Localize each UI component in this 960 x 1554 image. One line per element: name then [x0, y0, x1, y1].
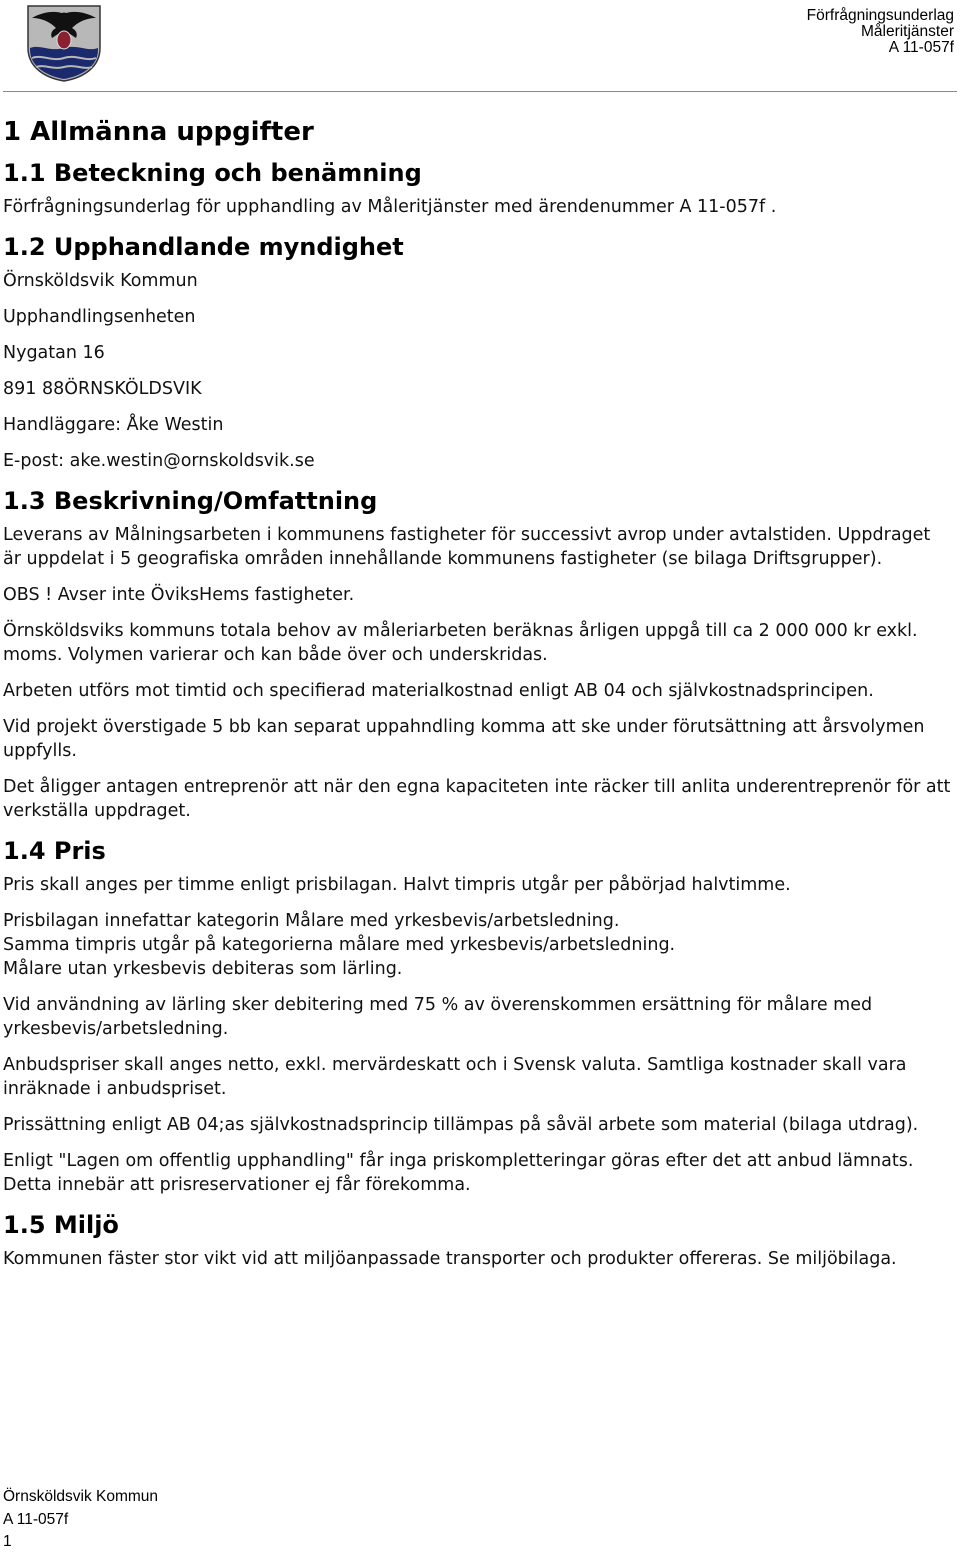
paragraph-scope-subcontractor: Det åligger antagen entreprenör att när den egna kapaciteten inte räcker till anlita underentreprenör för att verkställa uppdraget. — [3, 777, 951, 821]
paragraph-price-cost-principle: Prissättning enligt AB 04;as självkostnadsprincip tillämpas på såväl arbete som material (bilaga utdrag). — [3, 1115, 919, 1135]
footer-page-number: 1 — [3, 1533, 12, 1550]
municipal-coat-of-arms-icon — [26, 4, 102, 82]
paragraph-designation: Förfrågningsunderlag för upphandling av Måleritjänster med ärendenummer A 11-057f . — [3, 197, 777, 217]
paragraph-price-apprentice-rate: Vid användning av lärling sker debitering med 75 % av överenskommen ersättning för målare med yrkesbevis/arbetsledning. — [3, 995, 873, 1039]
header-doc-type: Förfrågningsunderlag — [806, 7, 954, 24]
paragraph-price-category: Prisbilagan innefattar kategorin Målare med yrkesbevis/arbetsledning. — [3, 911, 620, 931]
section-heading-1: 1 Allmänna uppgifter — [3, 117, 314, 147]
header-service: Måleritjänster — [860, 23, 954, 40]
authority-name: Örnsköldsvik Kommun — [3, 271, 198, 291]
paragraph-price-apprentice-rule: Målare utan yrkesbevis debiteras som lärling. — [3, 959, 403, 979]
paragraph-scope-volume: Örnsköldsviks kommuns totala behov av måleriarbeten beräknas årligen uppgå till ca 2 000 000 kr exkl. moms. Volymen varierar och kan både över och underskridas. — [3, 621, 918, 665]
section-heading-1-4: 1.4 Pris — [3, 837, 106, 865]
header-divider — [3, 91, 957, 92]
authority-handler: Handläggare: Åke Westin — [3, 415, 224, 435]
authority-postal: 891 88ÖRNSKÖLDSVIK — [3, 379, 202, 399]
authority-email: E-post: ake.westin@ornskoldsvik.se — [3, 451, 315, 471]
authority-unit: Upphandlingsenheten — [3, 307, 196, 327]
paragraph-scope-delivery: Leverans av Målningsarbeten i kommunens fastigheter för successivt avrop under avtalstiden. Uppdraget är uppdelat i 5 geografiska områden innehållande kommunens fastigheter (se bilaga Driftsgrupper). — [3, 525, 931, 569]
section-heading-1-5: 1.5 Miljö — [3, 1211, 119, 1239]
paragraph-price-hourly: Pris skall anges per timme enligt prisbilagan. Halvt timpris utgår per påbörjad halvtimme. — [3, 875, 791, 895]
section-heading-1-3: 1.3 Beskrivning/Omfattning — [3, 487, 378, 515]
footer-organization: Örnsköldsvik Kommun — [3, 1488, 159, 1505]
section-heading-1-2: 1.2 Upphandlande myndighet — [3, 233, 404, 261]
paragraph-environment: Kommunen fäster stor vikt vid att miljöanpassade transporter och produkter offereras. Se miljöbilaga. — [3, 1249, 897, 1269]
paragraph-price-net: Anbudspriser skall anges netto, exkl. mervärdeskatt och i Svensk valuta. Samtliga kostnader skall vara inräknade i anbudspriset. — [3, 1055, 907, 1099]
paragraph-price-same-rate: Samma timpris utgår på kategorierna målare med yrkesbevis/arbetsledning. — [3, 935, 676, 955]
authority-street: Nygatan 16 — [3, 343, 105, 363]
document-footer — [3, 1486, 158, 1554]
paragraph-scope-projects: Vid projekt överstigade 5 bb kan separat uppahndling komma att ske under förutsättning att årsvolymen uppfylls. — [3, 717, 925, 761]
footer-case-number: A 11-057f — [3, 1510, 69, 1528]
paragraph-scope-billing: Arbeten utförs mot timtid och specifierad materialkostnad enligt AB 04 och självkostnadsprincipen. — [3, 681, 874, 701]
document-header — [807, 8, 954, 56]
document-body — [3, 115, 953, 1283]
paragraph-price-law: Enligt "Lagen om offentlig upphandling" får inga priskompletteringar göras efter det att anbud lämnats. Detta innebär att prisreservationer ej får förekomma. — [3, 1151, 914, 1195]
paragraph-scope-obs: OBS ! Avser inte ÖviksHems fastigheter. — [3, 585, 355, 605]
header-case-number: A 11-057f — [888, 39, 954, 56]
section-heading-1-1: 1.1 Beteckning och benämning — [3, 159, 422, 187]
